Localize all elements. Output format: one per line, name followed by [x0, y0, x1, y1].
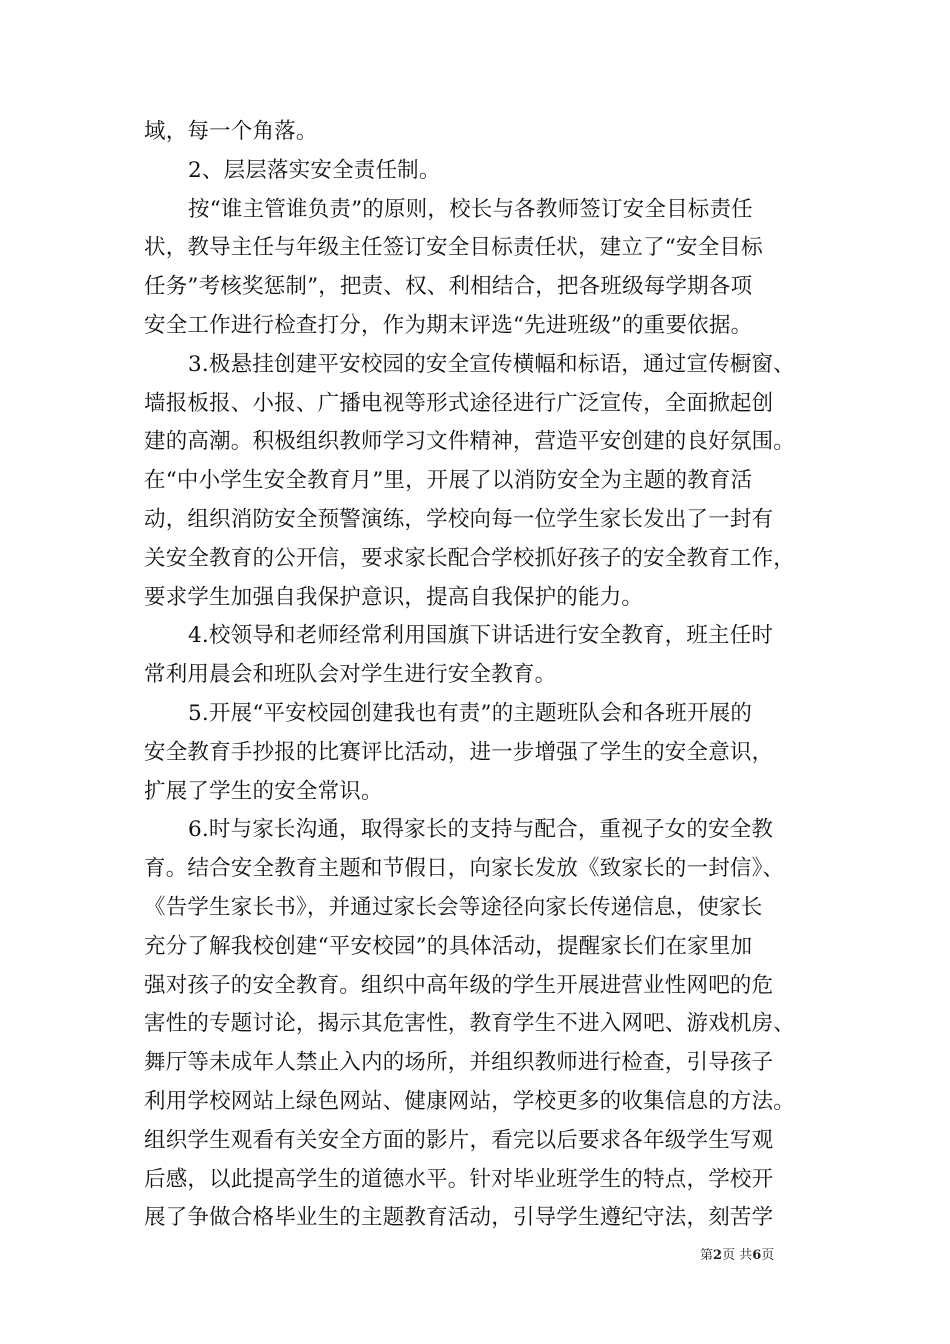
- text-line: 5.开展“平安校园创建我也有责”的主题班队会和各班开展的: [188, 700, 753, 726]
- text-line: 关安全教育的公开信，要求家长配合学校抓好孩子的安全教育工作，: [144, 545, 796, 571]
- text-line: 墙报板报、小报、广播电视等形式途径进行广泛宣传，全面掀起创: [144, 390, 774, 416]
- text-line: 害性的专题讨论，揭示其危害性，教育学生不进入网吧、游戏机房、: [144, 1011, 796, 1037]
- text-line: 展了争做合格毕业生的主题教育活动，引导学生遵纪守法，刻苦学: [144, 1205, 774, 1231]
- text-line: 组织学生观看有关安全方面的影片，看完以后要求各年级学生写观: [144, 1127, 774, 1153]
- text-line: 4.校领导和老师经常利用国旗下讲话进行安全教育，班主任时: [188, 623, 774, 649]
- body-text: [144, 113, 808, 1238]
- current-page-number: 2: [713, 1248, 723, 1263]
- text-line: 育。结合安全教育主题和节假日，向家长发放《致家长的一封信》、: [144, 856, 785, 882]
- footer-middle: 页 共: [722, 1248, 753, 1263]
- text-line: 强对孩子的安全教育。组织中高年级的学生开展进营业性网吧的危: [144, 972, 774, 998]
- text-line: 域，每一个角落。: [144, 119, 318, 144]
- text-line: 任务”考核奖惩制”，把责、权、利相结合，把各班级每学期各项: [144, 274, 753, 300]
- text-line: 扩展了学生的安全常识。: [144, 778, 383, 804]
- text-line: 要求学生加强自我保护意识，提高自我保护的能力。: [144, 584, 644, 610]
- text-line: 充分了解我校创建“平安校园”的具体活动，提醒家长们在家里加: [144, 933, 753, 959]
- text-line: 安全教育手抄报的比赛评比活动，进一步增强了学生的安全意识，: [144, 739, 774, 765]
- page-footer: [700, 1247, 774, 1265]
- footer-suffix: 页: [761, 1248, 775, 1263]
- total-pages-number: 6: [752, 1248, 762, 1263]
- text-line: 常利用晨会和班队会对学生进行安全教育。: [144, 662, 557, 688]
- text-line: 建的高潮。积极组织教师学习文件精神，营造平安创建的良好氛围。: [144, 429, 796, 455]
- text-line: 状，教导主任与年级主任签订安全目标责任状，建立了“安全目标: [144, 235, 763, 261]
- text-line: 《告学生家长书》，并通过家长会等途径向家长传递信息，使家长: [144, 894, 763, 920]
- text-line: 2、层层落实安全责任制。: [188, 157, 441, 183]
- text-line: 6.时与家长沟通，取得家长的支持与配合，重视子女的安全教: [188, 817, 774, 843]
- text-line: 在“中小学生安全教育月”里，开展了以消防安全为主题的教育活: [144, 468, 753, 494]
- text-line: 3.极悬挂创建平安校园的安全宣传横幅和标语，通过宣传橱窗、: [188, 351, 795, 377]
- footer-prefix: 第: [700, 1248, 714, 1263]
- text-line: 利用学校网站上绿色网站、健康网站，学校更多的收集信息的方法。: [144, 1088, 796, 1114]
- text-line: 安全工作进行检查打分，作为期末评选“先进班级”的重要依据。: [144, 312, 753, 338]
- text-line: 按“谁主管谁负责”的原则，校长与各教师签订安全目标责任: [188, 196, 753, 222]
- text-line: 动，组织消防安全预警演练，学校向每一位学生家长发出了一封有: [144, 506, 774, 532]
- text-line: 后感，以此提高学生的道德水平。针对毕业班学生的特点，学校开: [144, 1166, 774, 1192]
- text-line: 舞厅等未成年人禁止入内的场所，并组织教师进行检查，引导孩子: [144, 1050, 774, 1076]
